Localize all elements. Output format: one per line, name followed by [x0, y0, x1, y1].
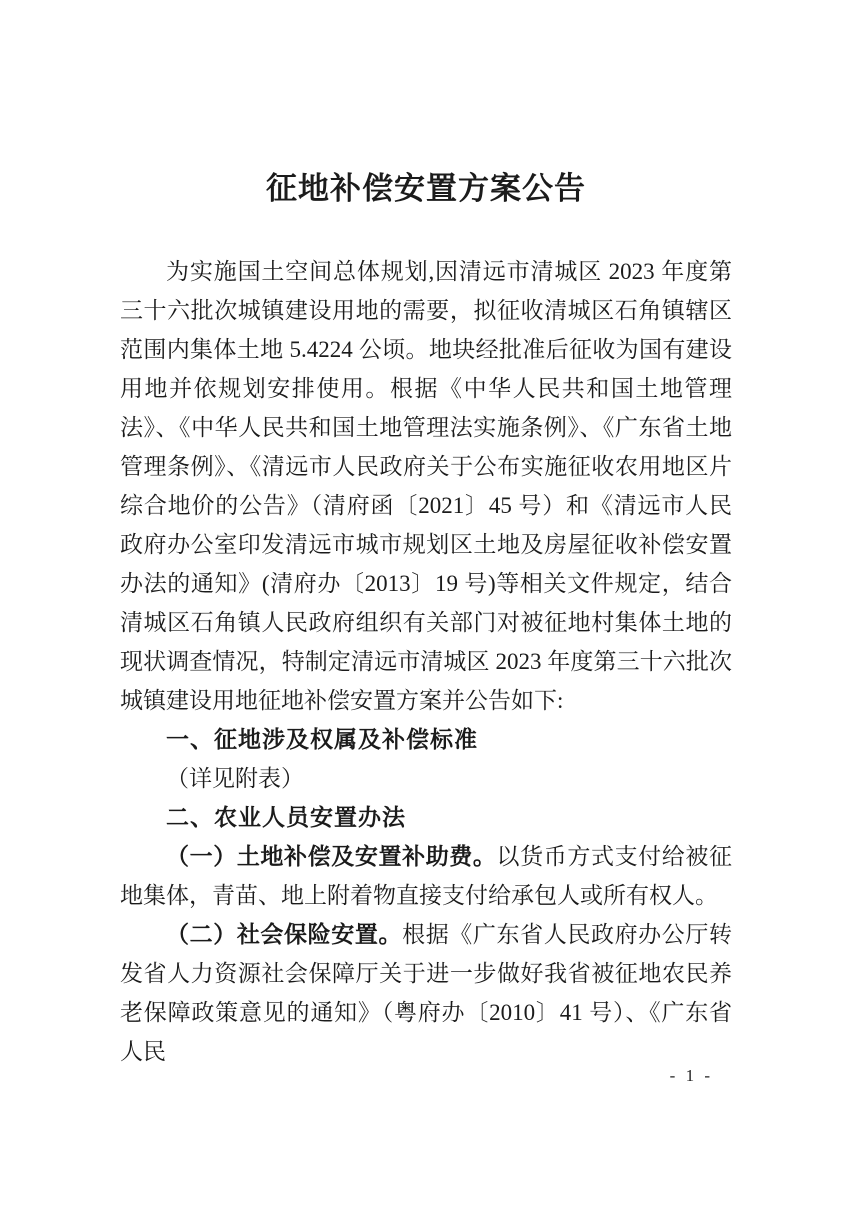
section-one-note: （详见附表） — [166, 766, 304, 791]
item-two-lead: （二）社会保险安置。 — [166, 922, 403, 947]
document-title: 征地补偿安置方案公告 — [266, 171, 586, 206]
section-two-heading: 二、农业人员安置办法 — [166, 804, 406, 830]
document-body — [120, 252, 732, 1071]
document-content — [120, 172, 732, 1071]
item-one-text: 以货币方式支付给被征地集体，青苗、地上附着物直接支付给承包人或所有权人。 — [120, 844, 733, 908]
item-two-text: 根据《广东省人民政府办公厅转发省人力资源社会保障厅关于进一步做好我省被征地农民养老保障政策意见的通知》（粤府办〔2010〕41 号）、《广东省人民 — [120, 922, 733, 1064]
item-one-lead: （一）土地补偿及安置补助费。 — [166, 844, 497, 869]
section-two-item-one — [120, 837, 732, 915]
intro-paragraph: 为实施国土空间总体规划,因清远市清城区 2023 年度第三十六批次城镇建设用地的需要，拟征收清城区石角镇辖区范围内集体土地 5.4224 公顷。地块经批准后征收为国有建设用地并依规划安排使用。根据《中华人民共和国土地管理法》、《中华人民共和国土地管理法实施条例》、《广东省土地管理条例》、《清远市人民政府关于公布实施征收农用地区片综合地价的公告》（清府函〔2021〕45 号）和《清远市人民政府办公室印发清远市城市规划区土地及房屋征收补偿安置办法的通知》(清府办〔2013〕19 号)等相关文件规定，结合清城区石角镇人民政府组织有关部门对被征地村集体土地的现状调查情况，特制定清远市清城区 2023 年度第三十六批次城镇建设用地征地补偿安置方案并公告如下: — [120, 259, 732, 713]
section-one-heading: 一、征地涉及权属及补偿标准 — [166, 726, 478, 752]
page-number: - 1 - — [669, 1066, 713, 1085]
section-two-item-two — [120, 915, 732, 1071]
